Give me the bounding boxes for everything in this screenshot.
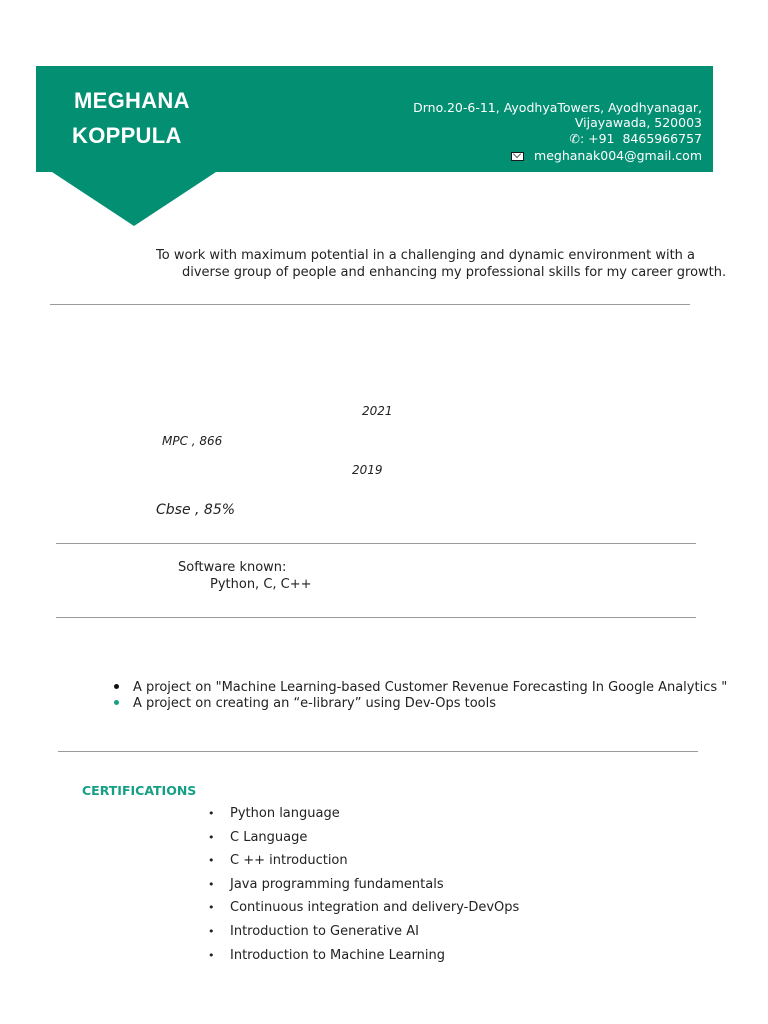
bullet-icon: • <box>208 948 215 962</box>
bullet-icon <box>114 684 119 689</box>
certification-name: C Language <box>230 829 308 845</box>
divider <box>50 304 690 305</box>
education-year: 2019 <box>352 463 383 477</box>
objective-line-2: diverse group of people and enhancing my professional skills for my career growth. <box>182 265 727 280</box>
phone-line <box>569 131 702 146</box>
section-title: CERTIFICATIONS <box>82 783 197 798</box>
certification-list <box>208 806 519 971</box>
education-detail: MPC , 866 <box>162 434 223 448</box>
list-item <box>208 948 519 972</box>
certification-name: C ++ introduction <box>230 853 348 869</box>
bullet-icon: • <box>208 901 215 915</box>
bullet-icon: • <box>208 830 215 844</box>
certification-name: Introduction to Machine Learning <box>230 947 446 963</box>
list-item <box>208 877 519 901</box>
project-text: A project on "Machine Learning-based Customer Revenue Forecasting In Google Analytics " <box>133 680 728 695</box>
bullet-icon: • <box>208 807 215 820</box>
education-detail: Cbse , 85% <box>156 502 236 518</box>
divider <box>56 543 696 544</box>
first-name: MEGHANA <box>74 88 190 113</box>
certification-name: Continuous integration and delivery-DevOps <box>230 900 520 916</box>
certification-name: Python language <box>230 806 340 821</box>
list-item <box>208 853 519 877</box>
list-item <box>114 680 727 695</box>
email-link[interactable]: meghanak004@gmail.com <box>534 148 702 163</box>
skills-value: Python, C, C++ <box>210 577 312 592</box>
last-name: KOPPULA <box>72 123 182 148</box>
list-item <box>208 900 519 924</box>
divider <box>58 751 698 752</box>
list-item <box>208 806 519 830</box>
skills-label: Software known: <box>178 560 287 575</box>
divider <box>56 617 696 618</box>
objective-line-1: To work with maximum potential in a challenging and dynamic environment with a <box>156 248 695 263</box>
bullet-icon: • <box>208 924 215 938</box>
phone-number: 8465966757 <box>622 131 702 146</box>
email-line <box>511 148 702 163</box>
address-line-1: Drno.20-6-11, AyodhyaTowers, Ayodhyanagar, <box>413 100 702 115</box>
certification-name: Introduction to Generative AI <box>230 923 419 939</box>
education-year: 2021 <box>362 404 393 418</box>
list-item <box>208 830 519 854</box>
phone-label: : +91 <box>579 131 615 146</box>
certification-name: Java programming fundamentals <box>230 876 444 892</box>
bullet-icon <box>114 700 119 705</box>
mail-icon <box>511 152 524 161</box>
list-item <box>208 924 519 948</box>
header-arrow-shape <box>52 172 216 226</box>
list-item <box>114 696 496 711</box>
project-text: A project on creating an “e-library” using Dev-Ops tools <box>133 696 496 711</box>
bullet-icon: • <box>208 854 215 868</box>
bullet-icon: • <box>208 877 215 891</box>
address-line-2: Vijayawada, 520003 <box>574 115 702 130</box>
phone-icon: ✆ <box>569 131 580 146</box>
